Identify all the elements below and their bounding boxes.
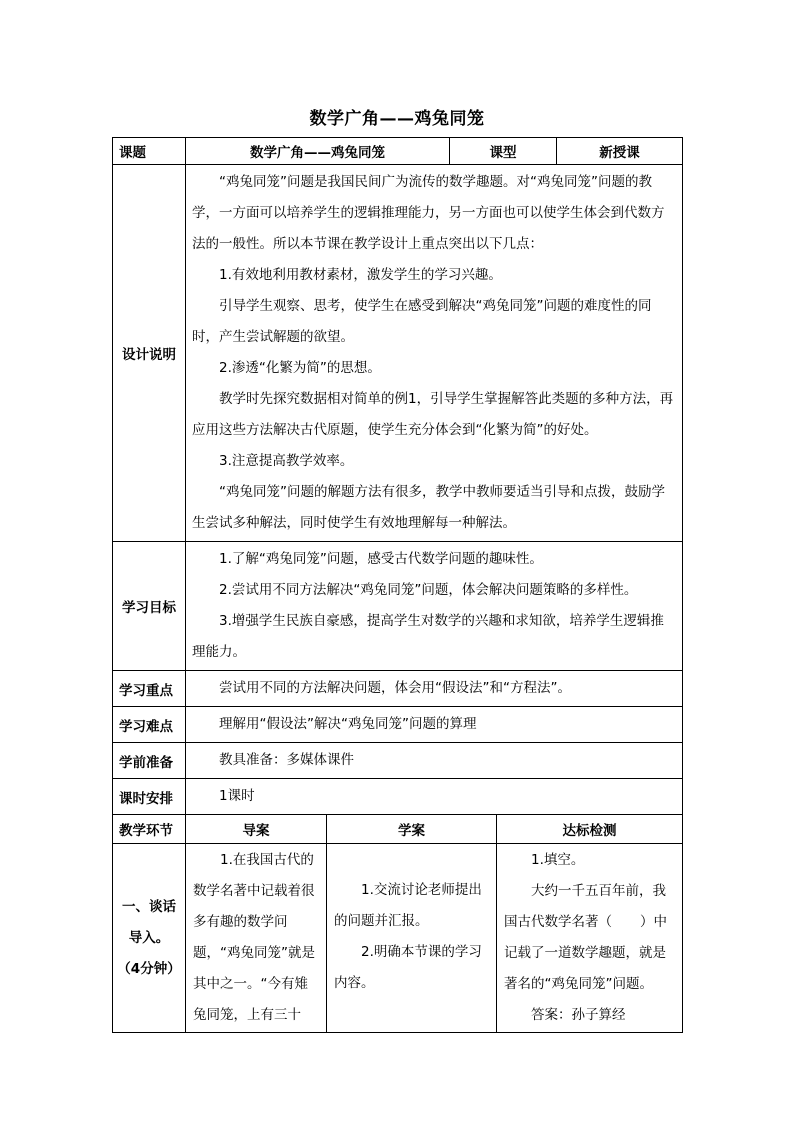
section-row [113, 844, 683, 1033]
topic-value: 数学广角——鸡兔同笼 [186, 138, 450, 165]
type-label: 课型 [450, 138, 557, 165]
design-paragraph: 1.有效地利用教材素材，激发学生的学习兴趣。 [219, 267, 502, 283]
design-paragraph: 3.注意提高教学效率。 [219, 453, 354, 469]
section-label-line: 导入。 [128, 929, 170, 946]
design-label: 设计说明 [113, 165, 186, 542]
check-question-start: 大约一千五百年前，我国古代数学名著（ [504, 883, 666, 930]
focus-row [113, 671, 683, 707]
goals-label: 学习目标 [113, 542, 186, 671]
goals-content [186, 542, 683, 671]
section-label-line: 一、谈话 [122, 898, 176, 915]
difficulty-text: 理解用“假设法”解决“鸡兔同笼”问题的算理 [219, 716, 477, 732]
guide-cell [186, 844, 327, 1033]
check-answer: 答案：孙子算经 [531, 1007, 626, 1023]
design-paragraph: 引导学生观察、思考，使学生在感受到解决“鸡兔同笼”问题的难度性的同时，产生尝试解题的欲望。 [192, 298, 652, 345]
header-row [113, 138, 683, 165]
preparation-label: 学前准备 [113, 743, 186, 779]
study-header: 学案 [327, 815, 497, 844]
schedule-content [186, 779, 683, 815]
lesson-plan-table [112, 137, 683, 1033]
preparation-content [186, 743, 683, 779]
check-question [504, 876, 675, 1000]
check-item: 1.填空。 [531, 852, 585, 868]
focus-label: 学习重点 [113, 671, 186, 707]
study-item: 2.明确本节课的学习内容。 [334, 944, 482, 991]
process-label: 教学环节 [113, 815, 186, 844]
schedule-row [113, 779, 683, 815]
difficulty-content [186, 707, 683, 743]
goal-item: 2.尝试用不同方法解决“鸡兔同笼”问题，体会解决问题策略的多样性。 [219, 582, 638, 598]
study-cell [327, 844, 497, 1033]
type-value: 新授课 [557, 138, 683, 165]
guide-text: 1.在我国古代的数学名著中记载着很多有趣的数学问题，“鸡兔同笼”就是其中之一。“今有雉兔同笼，上有三十 [193, 852, 315, 1023]
difficulty-row [113, 707, 683, 743]
schedule-text: 1课时 [219, 788, 255, 804]
design-row [113, 165, 683, 542]
study-item: 1.交流讨论老师提出的问题并汇报。 [334, 882, 482, 929]
schedule-label: 课时安排 [113, 779, 186, 815]
goal-item: 1.了解“鸡兔同笼”问题，感受古代数学问题的趣味性。 [219, 551, 543, 567]
preparation-row [113, 743, 683, 779]
preparation-text: 教具准备：多媒体课件 [219, 752, 354, 768]
section-label [113, 844, 186, 1033]
difficulty-label: 学习难点 [113, 707, 186, 743]
design-content [186, 165, 683, 542]
check-question-end: ）中记载了一道数学趣题，就是著名的“鸡兔同笼”问题。 [504, 914, 667, 992]
focus-content [186, 671, 683, 707]
design-paragraph: “鸡兔同笼”问题的解题方法有很多，教学中教师要适当引导和点拨，鼓励学生尝试多种解法，同时使学生有效地理解每一种解法。 [192, 484, 665, 531]
design-paragraph: 教学时先探究数据相对简单的例1，引导学生掌握解答此类题的多种方法，再应用这些方法解决古代原题，使学生充分体会到“化繁为简”的好处。 [192, 391, 674, 438]
check-header: 达标检测 [497, 815, 683, 844]
design-paragraph: “鸡兔同笼”问题是我国民间广为流传的数学趣题。对“鸡兔同笼”问题的教学，一方面可以培养学生的逻辑推理能力，另一方面也可以使学生体会到代数方法的一般性。所以本节课在教学设计上重点突出以下几点： [192, 174, 665, 252]
topic-label: 课题 [113, 138, 186, 165]
design-paragraph: 2.渗透“化繁为简”的思想。 [219, 360, 381, 376]
check-cell [497, 844, 683, 1033]
goals-row [113, 542, 683, 671]
page-title: 数学广角——鸡兔同笼 [309, 109, 485, 129]
section-label-line: （4分钟） [117, 960, 181, 977]
guide-header: 导案 [186, 815, 327, 844]
goal-item: 3.增强学生民族自豪感，提高学生对数学的兴趣和求知欲，培养学生逻辑推理能力。 [192, 613, 664, 660]
focus-text: 尝试用不同的方法解决问题，体会用“假设法”和“方程法”。 [219, 680, 571, 696]
process-header-row [113, 815, 683, 844]
